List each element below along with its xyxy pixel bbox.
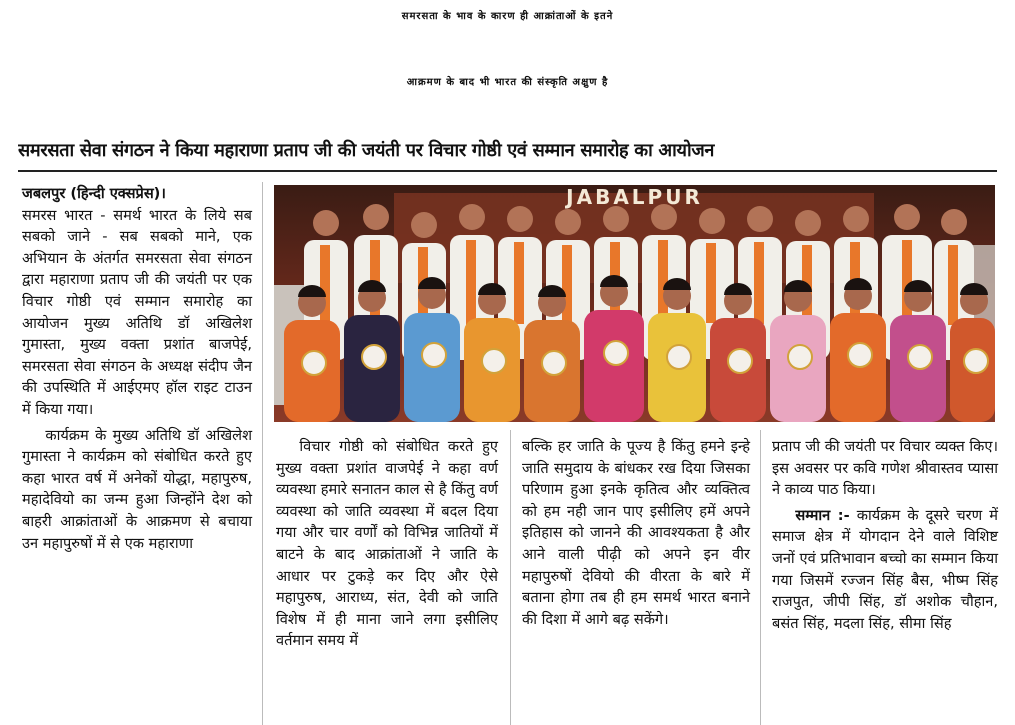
article-column-1: [22, 183, 252, 554]
article-column-4: [772, 436, 998, 634]
column1-paragraph-2: कार्यक्रम के मुख्य अतिथि डॉ अखिलेश गुमास्ता ने कार्यक्रम को संबोधित करते हुए कहा भारत वर्ष में अनेकों योद्धा, महापुरुष, महादेवियो का जन्म हुआ जिन्होंने देश को बाहरी आक्रांताओं के आक्रमण से बचाया उन महापुरुषों में से एक महाराणा: [22, 426, 252, 552]
column4-paragraph-2: कार्यक्रम के दूसरे चरण में समाज क्षेत्र में योगदान देने वाले विशिष्ट जनों एवं प्रतिभावान बच्चो का सम्मान किया गया जिसमें रज्जन सिंह बैस, भीष्म सिंह राजपुत, जीपी सिंह, डॉ अशोक चौहान, बसंत सिंह, मदला सिंह, सीमा सिंह: [772, 506, 999, 632]
column3-paragraph-1: बल्कि हर जाति के पूज्य है किंतु हमने इन्हे जाति समुदाय के बांधकर रख दिया जिसका परिणाम हुआ इनके कृतित्व और व्यक्तित्व को हम नही जान पाए इसीलिए हमें अपने इतिहास को जानने की आवश्यकता है और आने वाली पीढ़ी को अपने इन वीर महापुरुषों देवियो की वीरता के बारे में बताना होगा तब ही हम समर्थ भारत बनाने की दिशा में आगे बढ़ सकेंगे।: [522, 438, 750, 628]
dateline: जबलपुर (हिन्दी एक्सप्रेस)।: [22, 185, 166, 202]
column1-paragraph-1: समरस भारत - समर्थ भारत के लिये सब सबको जाने - सब सबको माने, एक अभियान के अंतर्गत समरसता सेवा संगठन द्वारा महाराणा प्रताप जी की जयंती पर एक विचार गोष्ठी एवं सम्मान समारोह का आयोजन मुख्य अतिथि डॉ अखिलेश गुमास्ता, मुख्य वक्ता प्रशांत बाजपेई, समरसता सेवा संगठन के अध्यक्ष संदीप जैन की उपस्थिति में आईएमए हॉल राइट टाउन में किया गया।: [22, 206, 252, 418]
subheadline: समरसता सेवा संगठन ने किया महाराणा प्रताप जी की जयंती पर विचार गोष्ठी एवं सम्मान समारोह का आयोजन: [18, 140, 715, 161]
headline-line-2: आक्रमण के बाद भी भारत की संस्कृति अक्षुण है: [406, 77, 609, 88]
column2-paragraph-1: विचार गोष्ठी को संबोधित करते हुए मुख्य वक्ता प्रशांत वाजपेई ने कहा वर्ण व्यवस्था हमारे सनातन काल से है किंतु वर्ण व्यवस्था को जाति व्यवस्था में बदल दिया गया और चार वर्णों को विभिन्न जातियों में बाटने के बाद आक्रांताओं ने जाति के आधार पर टुकड़े कर दिए और ऐसे महापुरुष, आराध्य, संत, देवी को जाति विशेष में ही माना जाने लगा इसीलिए वर्तमान समय में: [276, 438, 498, 650]
column4-paragraph-1: प्रताप जी की जयंती पर विचार व्यक्त किए। इस अवसर पर कवि गणेश श्रीवास्तव प्यासा ने काव्य पाठ किया।: [772, 438, 998, 499]
article-column-2: [276, 436, 498, 652]
column-divider: [760, 430, 761, 725]
photo-banner-text: JABALPUR: [566, 185, 703, 209]
column-divider: [262, 182, 263, 725]
subheadline-rule: [18, 170, 997, 172]
article-column-3: [522, 436, 750, 630]
award-ceremony-photo: [274, 185, 995, 422]
headline-line-1: समरसता के भाव के कारण ही आक्रांताओं के इतने: [401, 11, 614, 22]
column-divider: [510, 430, 511, 725]
samman-heading: सम्मान :-: [795, 506, 850, 524]
